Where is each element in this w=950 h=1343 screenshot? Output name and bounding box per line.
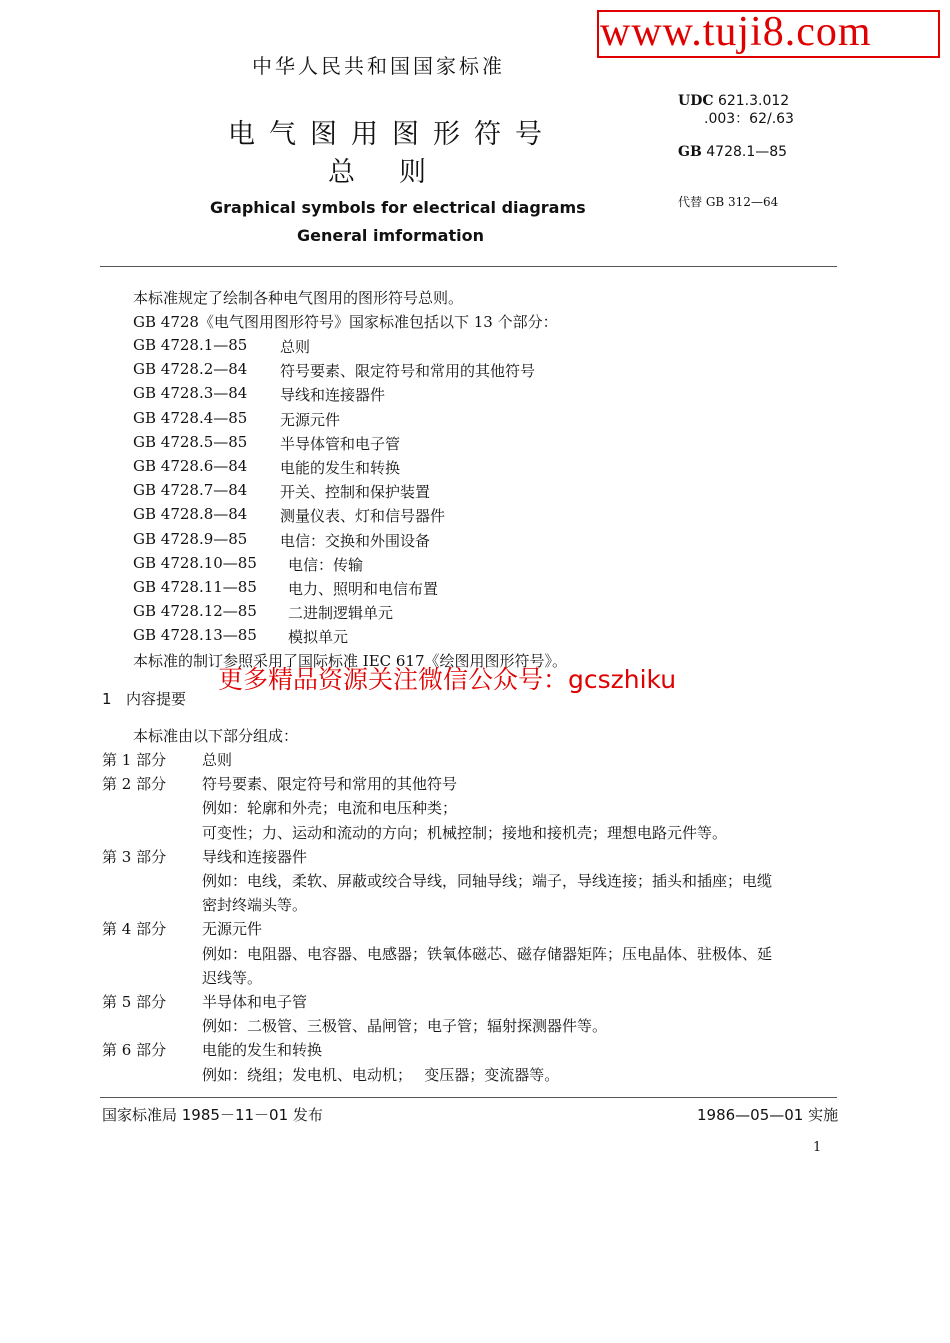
issue-date: 国家标准局 1985－11－01 发布 [102,1106,323,1124]
effective-date: 1986—05—01 实施 [697,1106,839,1124]
part-detail-continued: 密封终端头等。 [202,896,308,914]
part-detail: 例如：二极管、三极管、晶闸管；电子管；辐射探测器件等。 [202,1017,608,1035]
standard-name: 开关、控制和保护装置 [280,483,431,501]
section-intro: 本标准由以下部分组成： [133,727,299,745]
standard-code: GB 4728.1—85 [133,336,248,354]
standard-name: 模拟单元 [288,628,349,646]
section-heading: 1 内容提要 [102,690,187,708]
standard-list-item [133,384,386,404]
part-title: 导线和连接器件 [202,848,308,866]
part-title: 符号要素、限定符号和常用的其他符号 [202,775,458,793]
promo-notice: 更多精品资源关注微信公众号：gcszhiku [218,665,677,694]
standard-list-item [133,530,431,550]
standard-name: 无源元件 [280,411,341,429]
standard-name: 导线和连接器件 [280,386,386,404]
document-subtitle-cn: 总则 [328,157,470,188]
part-label: 第 5 部分 [102,993,167,1011]
intro-line-1: 本标准规定了绘制各种电气图用的图形符号总则。 [133,289,464,307]
standard-name: 电能的发生和转换 [280,459,401,477]
standard-list-item [133,360,536,380]
standard-code: GB 4728.2—84 [133,360,248,378]
reference-note: 本标准的制订参照采用了国际标准 IEC 617《绘图用图形符号》。 [133,652,568,670]
part-title: 总则 [202,751,233,769]
standard-list-item [133,481,431,501]
standard-code: GB 4728.10—85 [133,554,257,572]
standard-list-item [133,554,364,574]
standard-code: GB 4728.4—85 [133,409,248,427]
standard-code: GB 4728.11—85 [133,578,257,596]
standard-code: GB 4728.8—84 [133,505,248,523]
standard-name: 电信：交换和外围设备 [280,532,431,550]
part-detail: 可变性；力、运动和流动的方向；机械控制；接地和接机壳；理想电路元件等。 [202,824,728,842]
standard-code: GB 4728.12—85 [133,602,257,620]
standard-name: 半导体管和电子管 [280,435,401,453]
udc-line-2: .003：62/.63 [704,111,794,127]
udc-classification [678,92,794,128]
standard-code: GB 4728.3—84 [133,384,248,402]
standard-list-item [133,578,439,598]
part-label: 第 4 部分 [102,920,167,938]
part-title: 电能的发生和转换 [202,1041,323,1059]
standard-code: GB 4728.13—85 [133,626,257,644]
standard-list-item [133,433,401,453]
part-title: 无源元件 [202,920,263,938]
standard-name: 符号要素、限定符号和常用的其他符号 [280,362,536,380]
part-label: 第 6 部分 [102,1041,167,1059]
standard-code: GB 4728.7—84 [133,481,248,499]
standard-name: 电力、照明和电信布置 [288,580,439,598]
document-subtitle-en: General imformation [297,226,484,245]
header-divider [100,266,837,267]
standard-list-item [133,457,401,477]
part-label: 第 1 部分 [102,751,167,769]
standard-list-item [133,626,349,646]
standard-code: GB 4728.9—85 [133,530,248,548]
part-detail: 例如：轮廓和外壳；电流和电压种类； [202,799,458,817]
part-label: 第 3 部分 [102,848,167,866]
part-label: 第 2 部分 [102,775,167,793]
standard-code: GB 4728.5—85 [133,433,248,451]
document-title-cn: 电气图用图形符号 [228,119,556,150]
standard-name: 测量仪表、灯和信号器件 [280,507,446,525]
standard-list-item [133,409,341,429]
part-detail-continued: 迟线等。 [202,969,263,987]
intro-line-2: GB 4728《电气图用图形符号》国家标准包括以下 13 个部分： [133,313,558,331]
issuing-organization: 中华人民共和国国家标准 [252,54,505,78]
standard-list-item [133,336,311,356]
footer-divider [100,1097,837,1098]
standard-number: GB 4728.1—85 [678,144,788,160]
udc-line-1: UDC 621.3.012 [678,93,790,109]
page-number: 1 [813,1140,822,1155]
part-detail: 例如：绕组；发电机、电动机； 变压器；变流器等。 [202,1066,560,1084]
standard-list-item [133,505,446,525]
document-title-en: Graphical symbols for electrical diagrams [210,198,586,217]
replaces-note: 代替 GB 312—64 [678,195,779,209]
watermark-text: www.tuji8.com [600,9,872,55]
standard-name: 总则 [280,338,311,356]
part-detail: 例如：电阻器、电容器、电感器；铁氧体磁芯、磁存储器矩阵；压电晶体、驻极体、延 [202,945,773,963]
standard-name: 电信：传输 [288,556,364,574]
standard-name: 二进制逻辑单元 [288,604,394,622]
part-detail: 例如：电线，柔软、屏蔽或绞合导线，同轴导线；端子，导线连接；插头和插座；电缆 [202,872,773,890]
part-title: 半导体和电子管 [202,993,308,1011]
standard-code: GB 4728.6—84 [133,457,248,475]
standard-list-item [133,602,394,622]
